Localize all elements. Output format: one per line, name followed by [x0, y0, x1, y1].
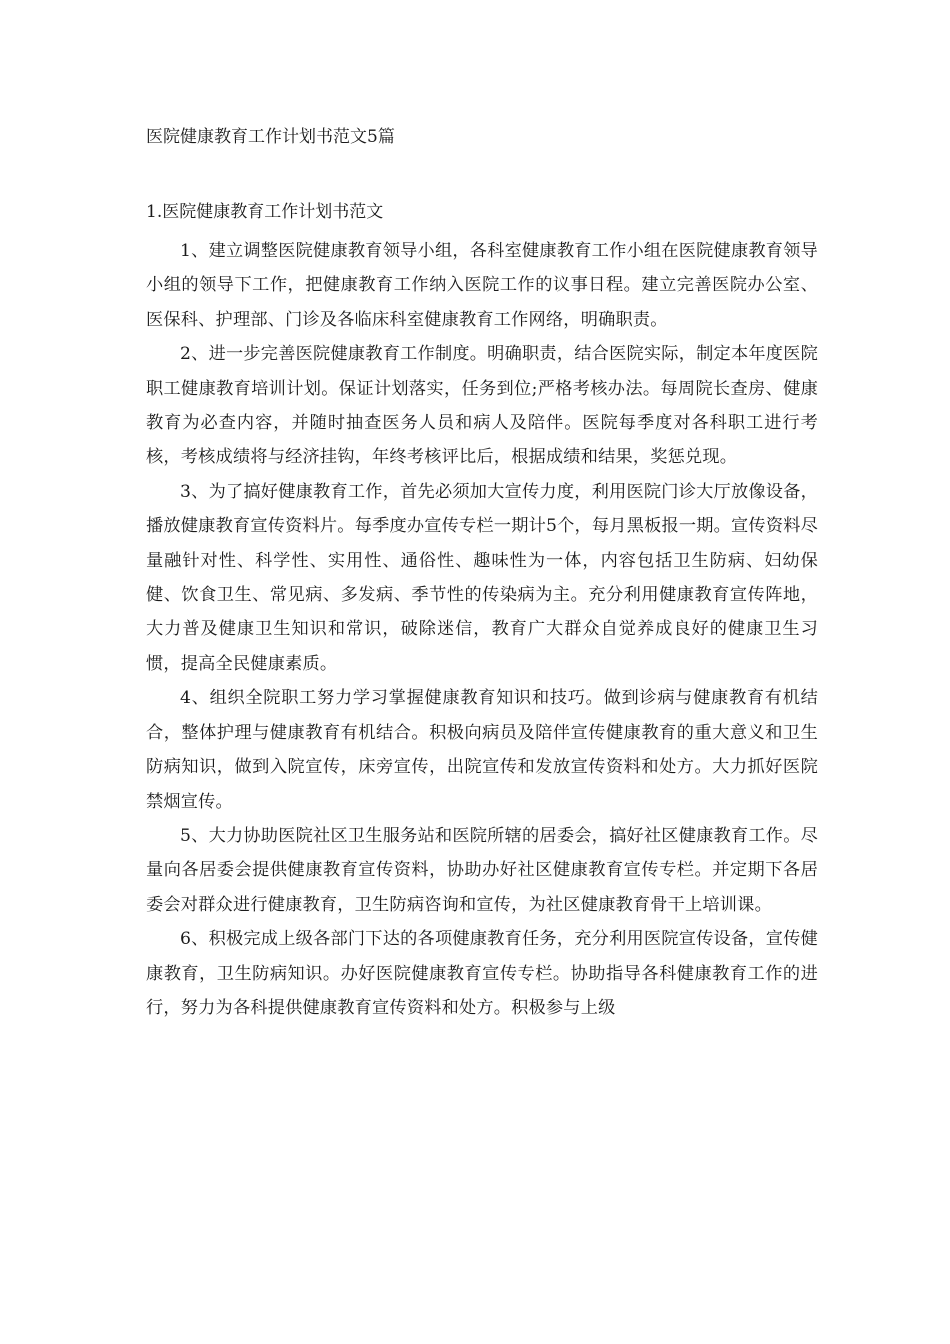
paragraph-5: 5、大力协助医院社区卫生服务站和医院所辖的居委会，搞好社区健康教育工作。尽量向各居委会提供健康教育宣传资料，协助办好社区健康教育宣传专栏。并定期下各居委会对群众进行健康教育，卫生防病咨询和宣传，为社区健康教育骨干上培训课。 [146, 825, 818, 915]
paragraph-1: 1、建立调整医院健康教育领导小组，各科室健康教育工作小组在医院健康教育领导小组的领导下工作，把健康教育工作纳入医院工作的议事日程。建立完善医院办公室、医保科、护理部、门诊及各临床科室健康教育工作网络，明确职责。 [146, 241, 818, 330]
paragraph-3: 3、为了搞好健康教育工作，首先必须加大宣传力度，利用医院门诊大厅放像设备，播放健康教育宣传资料片。每季度办宣传专栏一期计5个，每月黑板报一期。宣传资料尽量融针对性、科学性、实用性、通俗性、趣味性为一体，内容包括卫生防病、妇幼保健、饮食卫生、常见病、多发病、季节性的传染病为主。充分利用健康教育宣传阵地，大力普及健康卫生知识和常识，破除迷信，教育广大群众自觉养成良好的健康卫生习惯，提高全民健康素质。 [146, 481, 818, 674]
document-title: 医院健康教育工作计划书范文5篇 [146, 127, 395, 147]
document-body [146, 234, 818, 1025]
paragraph-4: 4、组织全院职工努力学习掌握健康教育知识和技巧。做到诊病与健康教育有机结合，整体护理与健康教育有机结合。积极向病员及陪伴宣传健康教育的重大意义和卫生防病知识，做到入院宣传，床旁宣传，出院宣传和发放宣传资料和处方。大力抓好医院禁烟宣传。 [146, 688, 818, 812]
paragraph-6: 6、积极完成上级各部门下达的各项健康教育任务，充分利用医院宣传设备，宣传健康教育，卫生防病知识。办好医院健康教育宣传专栏。协助指导各科健康教育工作的进行，努力为各科提供健康教育宣传资料和处方。积极参与上级 [146, 929, 818, 1018]
paragraph-2: 2、进一步完善医院健康教育工作制度。明确职责，结合医院实际，制定本年度医院职工健康教育培训计划。保证计划落实，任务到位;严格考核办法。每周院长查房、健康教育为必查内容，并随时抽查医务人员和病人及陪伴。医院每季度对各科职工进行考核，考核成绩将与经济挂钩，年终考核评比后，根据成绩和结果，奖惩兑现。 [146, 344, 818, 468]
section-heading: 1.医院健康教育工作计划书范文 [146, 202, 384, 222]
